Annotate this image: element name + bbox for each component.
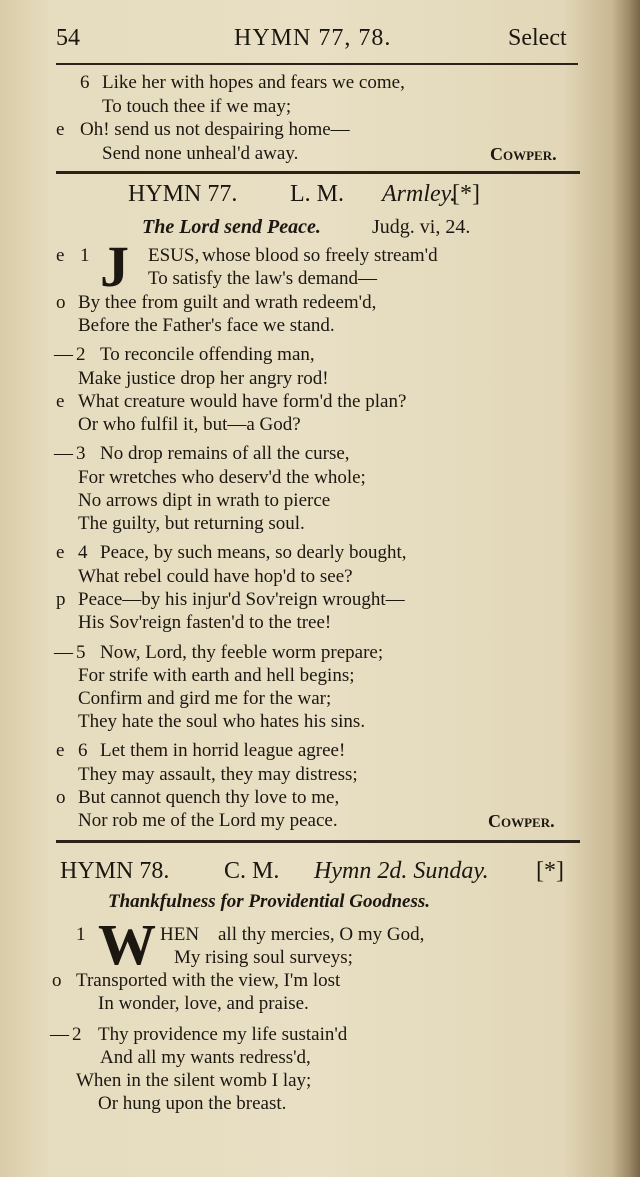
verse-number: 1 — [80, 245, 90, 266]
verse-line: For wretches who deserv'd the whole; — [78, 467, 366, 488]
section-title: Select — [508, 25, 567, 51]
hymn-subtitle: Thankfulness for Providential Goodness. — [108, 891, 430, 912]
verse-line: Transported with the view, I'm lost — [76, 970, 341, 991]
verse-number: 6 — [80, 72, 90, 93]
verse-line: Make justice drop her angry rod! — [78, 368, 329, 389]
verse-number: 2 — [72, 1024, 82, 1045]
hymn-tune: Hymn 2d. Sunday. — [314, 858, 489, 884]
verse-line: My rising soul surveys; — [174, 947, 353, 968]
first-word: HEN — [160, 924, 200, 945]
hymn-meter: L. M. — [290, 181, 344, 207]
verse-line: To satisfy the law's demand— — [148, 268, 377, 289]
verse-line: Like her with hopes and fears we come, — [102, 72, 405, 93]
dynamic-mark: o — [56, 292, 66, 313]
verse-line: Nor rob me of the Lord my peace. — [78, 810, 338, 831]
verse-line: His Sov'reign fasten'd to the tree! — [78, 612, 332, 633]
verse-line: The guilty, but returning soul. — [78, 513, 305, 534]
header-rule — [56, 63, 578, 65]
drop-capital: W — [98, 912, 156, 977]
dynamic-mark: — — [54, 642, 73, 663]
verse-line: By thee from guilt and wrath redeem'd, — [78, 292, 377, 313]
section-rule — [56, 171, 580, 174]
verse-line: In wonder, love, and praise. — [98, 993, 309, 1014]
hymn-number: HYMN 77. — [128, 181, 238, 207]
scripture-reference: Judg. vi, 24. — [372, 216, 471, 238]
page-number: 54 — [56, 25, 80, 51]
page-edge-shadow — [612, 0, 640, 1177]
verse-line: Or who fulfil it, but—a God? — [78, 414, 301, 435]
verse-number: 5 — [76, 642, 86, 663]
dynamic-mark: p — [56, 589, 66, 610]
verse-line: But cannot quench thy love to me, — [78, 787, 340, 808]
verse-line: Confirm and gird me for the war; — [78, 688, 332, 709]
verse-line: Peace—by his injur'd Sov'reign wrought— — [78, 589, 405, 610]
verse-number: 1 — [76, 924, 86, 945]
verse-line: For strife with earth and hell begins; — [78, 665, 355, 686]
verse-line: Send none unheal'd away. — [102, 143, 299, 164]
verse-line: When in the silent womb I lay; — [76, 1070, 312, 1091]
verse-line: Oh! send us not despairing home— — [80, 119, 350, 140]
verse-number: 6 — [78, 740, 88, 761]
verse-line: What creature would have form'd the plan? — [78, 391, 407, 412]
first-word: ESUS, — [148, 245, 200, 266]
hymn-tune: Armley. — [382, 181, 456, 207]
verse-line: They hate the soul who hates his sins. — [78, 711, 366, 732]
dynamic-mark: e — [56, 245, 65, 266]
dynamic-mark: — — [54, 344, 73, 365]
dynamic-mark: e — [56, 119, 65, 140]
dynamic-mark: — — [54, 443, 73, 464]
verse-number: 4 — [78, 542, 88, 563]
verse-line: They may assault, they may distress; — [78, 764, 358, 785]
dynamic-mark: e — [56, 740, 65, 761]
verse-line: No drop remains of all the curse, — [100, 443, 350, 464]
verse-line: What rebel could have hop'd to see? — [78, 566, 353, 587]
dynamic-mark: e — [56, 391, 65, 412]
verse-line: Let them in horrid league agree! — [100, 740, 346, 761]
dynamic-mark: — — [50, 1024, 69, 1045]
drop-capital: J — [100, 234, 129, 299]
verse-line: Peace, by such means, so dearly bought, — [100, 542, 407, 563]
author-attribution: Cowper. — [490, 144, 557, 164]
verse-line: Or hung upon the breast. — [98, 1093, 287, 1114]
verse-line: all thy mercies, O my God, — [218, 924, 425, 945]
verse-number: 3 — [76, 443, 86, 464]
hymn-number: HYMN 78. — [60, 858, 170, 884]
section-rule — [56, 840, 580, 843]
dynamic-mark: e — [56, 542, 65, 563]
dynamic-mark: o — [56, 787, 66, 808]
hymn-meter: C. M. — [224, 858, 280, 884]
verse-line: No arrows dipt in wrath to pierce — [78, 490, 331, 511]
dynamic-mark: o — [52, 970, 62, 991]
verse-line: whose blood so freely stream'd — [202, 245, 438, 266]
verse-number: 2 — [76, 344, 86, 365]
hymn-flag: [*] — [536, 858, 564, 884]
verse-line: To touch thee if we may; — [102, 96, 292, 117]
verse-line: Before the Father's face we stand. — [78, 315, 335, 336]
verse-line: To reconcile offending man, — [100, 344, 315, 365]
verse-line: Now, Lord, thy feeble worm prepare; — [100, 642, 384, 663]
author-attribution: Cowper. — [488, 811, 555, 831]
verse-line: Thy providence my life sustain'd — [98, 1024, 348, 1045]
verse-line: And all my wants redress'd, — [100, 1047, 311, 1068]
hymn-subtitle: The Lord send Peace. — [142, 216, 321, 238]
hymn-flag: [*] — [452, 181, 480, 207]
running-title: HYMN 77, 78. — [234, 25, 392, 51]
